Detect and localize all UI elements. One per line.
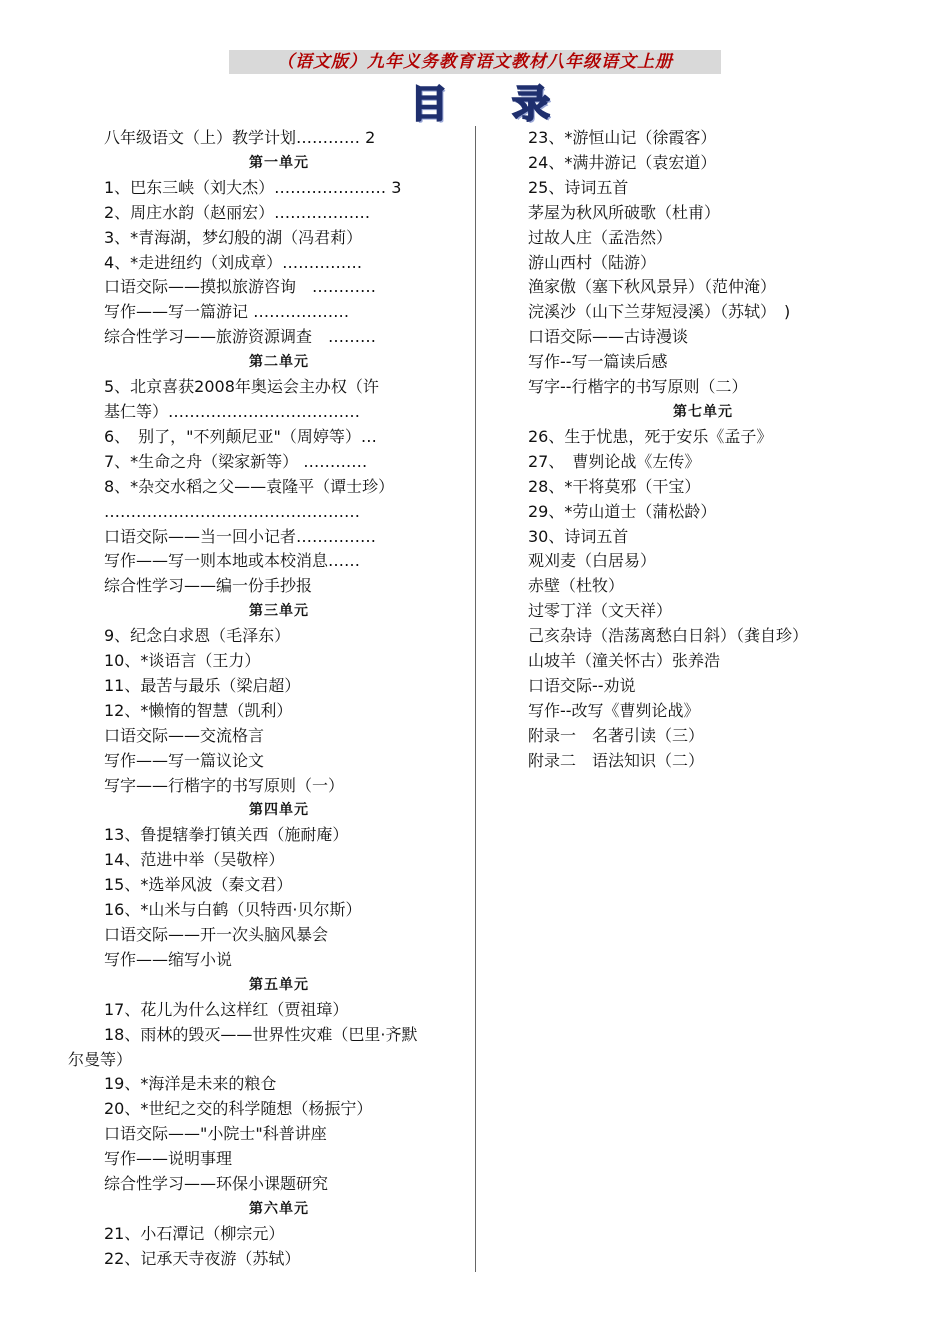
toc-entry: 16、*山米与白鹤（贝特西·贝尔斯） xyxy=(104,900,362,920)
toc-entry: 综合性学习——环保小课题研究 xyxy=(104,1174,329,1194)
unit-heading: 第七单元 xyxy=(673,403,733,420)
toc-right-column xyxy=(528,126,858,774)
toc-heading xyxy=(410,82,550,126)
toc-entry: 写作——说明事理 xyxy=(104,1149,233,1169)
toc-entry: 17、花儿为什么这样红（贾祖璋） xyxy=(104,999,349,1019)
toc-entry: 写字——行楷字的书写原则（一） xyxy=(104,775,345,795)
toc-entry: 27、 曹刿论战《左传》 xyxy=(528,451,701,471)
toc-entry: 8、*杂交水稻之父——袁隆平（谭士珍） xyxy=(104,476,395,496)
toc-entry: 写作--写一篇读后感 xyxy=(528,352,668,372)
toc-entry: 21、小石潭记（柳宗元） xyxy=(104,1223,285,1243)
toc-entry: 赤壁（杜牧） xyxy=(528,576,625,596)
unit-heading: 第二单元 xyxy=(249,354,309,371)
toc-entry: 20、*世纪之交的科学随想（杨振宁） xyxy=(104,1099,373,1119)
toc-entry: 写作——写一篇议论文 xyxy=(104,750,265,770)
toc-entry: 13、鲁提辖拳打镇关西（施耐庵） xyxy=(104,825,349,845)
toc-entry: 口语交际——开一次头脑风暴会 xyxy=(104,925,329,944)
toc-entry: 口语交际——当一回小记者…………… xyxy=(104,526,377,546)
toc-entry: 过故人庄（孟浩然） xyxy=(528,227,673,247)
toc-entry: 过零丁洋（文天祥） xyxy=(528,601,673,621)
toc-entry: 口语交际--劝说 xyxy=(528,675,636,695)
toc-entry: 19、*海洋是未来的粮仓 xyxy=(104,1074,277,1094)
toc-entry: 26、生于忧患，死于安乐《孟子》 xyxy=(528,426,773,446)
toc-entry: 28、*干将莫邪（干宝） xyxy=(528,476,701,496)
toc-entry: 茅屋为秋风所破歌（杜甫） xyxy=(528,202,721,222)
toc-entry: 附录一 名著引读（三） xyxy=(528,725,705,745)
toc-heading-char-2: 录 xyxy=(511,82,550,126)
toc-entry: 口语交际——摸拟旅游咨询 ………… xyxy=(104,277,377,297)
toc-entry: 八年级语文（上）教学计划………… 2 xyxy=(104,128,376,147)
toc-entry: 观刈麦（白居易） xyxy=(528,551,657,571)
toc-entry: 写作--改写《曹刿论战》 xyxy=(528,700,700,720)
unit-heading: 第三单元 xyxy=(249,603,309,620)
toc-entry: 1、巴东三峡（刘大杰）………………… 3 xyxy=(104,177,402,197)
toc-entry: 写作——写一篇游记 ……………… xyxy=(104,302,350,322)
toc-entry: 25、诗词五首 xyxy=(528,177,629,197)
toc-entry: 3、*青海湖，梦幻般的湖（冯君莉） xyxy=(104,227,363,247)
toc-entry: 写字--行楷字的书写原则（二） xyxy=(528,377,748,397)
toc-entry: 浣溪沙（山下兰芽短浸溪）（苏轼） ) xyxy=(528,302,791,322)
document-title: （语文版）九年义务教育语文教材八年级语文上册 xyxy=(277,52,673,72)
toc-entry: 综合性学习——编一份手抄报 xyxy=(104,576,313,596)
toc-entry: 15、*选举风波（秦文君） xyxy=(104,875,293,895)
toc-entry: 24、*满井游记（袁宏道） xyxy=(528,152,717,172)
toc-entry: 4、*走进纽约（刘成章）…………… xyxy=(104,252,363,272)
toc-entry: 己亥杂诗（浩荡离愁白日斜）（龚自珍） xyxy=(528,626,809,646)
toc-entry: 基仁等）……………………………… xyxy=(104,401,361,421)
unit-heading: 第一单元 xyxy=(249,154,309,171)
toc-heading-char-1: 目 xyxy=(410,82,449,126)
unit-heading: 第五单元 xyxy=(249,976,309,993)
toc-entry: 9、纪念白求恩（毛泽东） xyxy=(104,626,291,646)
unit-heading: 第六单元 xyxy=(249,1200,309,1217)
toc-entry: 游山西村（陆游） xyxy=(528,252,657,272)
toc-entry: 口语交际——交流格言 xyxy=(104,725,265,745)
toc-entry: 附录二 语法知识（二） xyxy=(528,750,705,770)
toc-entry: 口语交际——古诗漫谈 xyxy=(528,327,689,347)
toc-entry: 5、北京喜获2008年奥运会主办权（许 xyxy=(104,377,379,397)
toc-entry: 口语交际——"小院士"科普讲座 xyxy=(104,1124,327,1144)
toc-entry: 22、记承天寺夜游（苏轼） xyxy=(104,1248,301,1268)
toc-entry: 综合性学习——旅游资源调查 ……… xyxy=(104,327,377,347)
toc-entry: 18、雨林的毁灭——世界性灾难（巴里·齐默 xyxy=(104,1024,418,1044)
toc-entry: 山坡羊（潼关怀古）张养浩 xyxy=(528,651,721,671)
column-divider xyxy=(475,126,476,1272)
toc-entry: 2、周庄水韵（赵丽宏）……………… xyxy=(104,202,371,222)
toc-left-column xyxy=(68,126,464,1272)
toc-entry: ………………………………………… xyxy=(104,501,360,521)
toc-entry: 10、*谈语言（王力） xyxy=(104,651,261,671)
toc-entry: 12、*懒惰的智慧（凯利） xyxy=(104,700,293,720)
toc-entry: 11、最苦与最乐（梁启超） xyxy=(104,675,301,695)
toc-entry: 写作——缩写小说 xyxy=(104,949,233,969)
toc-entry: 7、*生命之舟（梁家新等） ………… xyxy=(104,451,368,471)
toc-entry: 30、诗词五首 xyxy=(528,526,629,546)
toc-entry: 14、范进中举（吴敬梓） xyxy=(104,850,285,870)
toc-entry: 23、*游恒山记（徐霞客） xyxy=(528,128,717,147)
toc-entry: 尔曼等） xyxy=(68,1049,133,1069)
toc-entry: 渔家傲（塞下秋风景异）（范仲淹） xyxy=(528,277,777,297)
toc-entry: 29、*劳山道士（蒲松龄） xyxy=(528,501,717,521)
unit-heading: 第四单元 xyxy=(249,802,309,819)
toc-entry: 6、 别了，"不列颠尼亚"（周婷等）… xyxy=(104,426,377,446)
toc-entry: 写作——写一则本地或本校消息…… xyxy=(104,551,361,571)
